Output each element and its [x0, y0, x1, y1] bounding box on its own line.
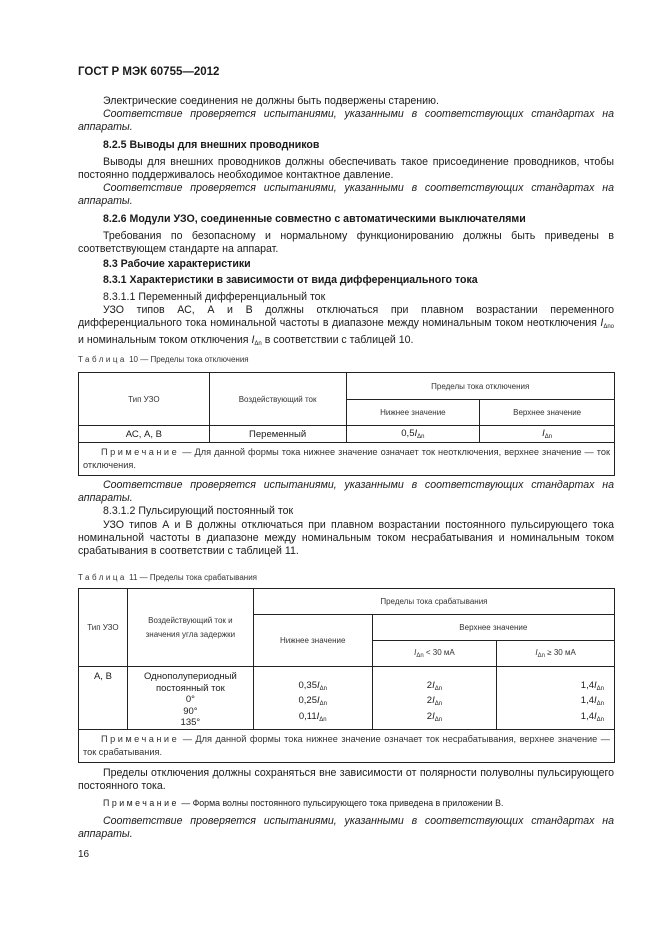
header-upper-lt30: $I_{\Delta n} < 30$ мА: [372, 641, 497, 667]
table-row: АС, А, В Переменный $0,5I_{\Delta n}$ $I_{\Delta n}$: [79, 426, 615, 443]
table-10-caption: Таблица 10 — Пределы тока отключения: [78, 355, 249, 364]
header-limits: Пределы тока отключения: [346, 373, 614, 400]
header-limits: Пределы тока срабатывания: [253, 589, 614, 615]
table-note: Примечание — Для данной формы тока нижнее значение означает ток несрабатывания, верхнее значение — ток срабатывания.: [79, 730, 615, 763]
header-type: Тип УЗО: [79, 589, 128, 667]
compliance-text: Соответствие проверяется испытаниями, указанными в соответствующих стандартах на аппараты.: [78, 814, 614, 840]
section-text: [78, 479, 614, 558]
heading-8-2-6: 8.2.6 Модули УЗО, соединенные совместно с автоматическими выключателями: [103, 212, 526, 225]
header-type: Тип УЗО: [79, 373, 210, 426]
header-upper: Верхнее значение: [480, 400, 615, 426]
paragraph: Электрические соединения не должны быть подвержены старению.: [103, 95, 439, 107]
header-lower: Нижнее значение: [346, 400, 480, 426]
compliance-text: Соответствие проверяется испытаниями, указанными в соответствующих стандартах на аппараты.: [78, 182, 614, 208]
heading-8-3: 8.3 Рабочие характеристики: [103, 258, 251, 271]
table-11-caption: Таблица 11 — Пределы тока срабатывания: [78, 573, 257, 582]
heading-8-3-1: 8.3.1 Характеристики в зависимости от вида дифференциального тока: [103, 274, 478, 287]
header-current: Воздействующий ток: [209, 373, 346, 426]
table-10: [78, 372, 615, 476]
paragraph: УЗО типов А и В должны отключаться при плавном возрастании постоянного пульсирующего тока номинальной частоты в диапазоне между номинальным током несрабатывания и номинальным током срабатывания в соответствии с таблицей 11.: [78, 518, 614, 558]
document-header: ГОСТ Р МЭК 60755—2012: [78, 66, 220, 78]
note: Примечание — Форма волны постоянного пульсирующего тока приведена в приложении В.: [103, 798, 504, 809]
heading-8-3-1-1: 8.3.1.1 Переменный дифференциальный ток: [103, 290, 326, 303]
table-11: [78, 588, 615, 763]
paragraph: УЗО типов АС, А и В должны отключаться при плавном возрастании переменного дифференциального тока номинальной частоты в диапазоне между номинальным током неотключения $I_{\Delta no}$ и номинальным током отключения $I_{\Delta n}$ в соответствии с таблицей 10.: [78, 303, 614, 348]
page-number: 16: [78, 849, 90, 860]
compliance-text: Соответствие проверяется испытаниями, указанными в соответствующих стандартах на аппараты.: [78, 108, 614, 134]
paragraph: Требования по безопасному и нормальному функционированию должны быть приведены в соответствующем стандарте на аппарат.: [78, 229, 614, 256]
header-upper: Верхнее значение: [372, 615, 614, 641]
compliance-text: Соответствие проверяется испытаниями, указанными в соответствующих стандартах на аппараты.: [78, 479, 614, 505]
header-current: Воздействующий ток и значения угла задержки: [127, 589, 253, 667]
heading-8-3-1-2: 8.3.1.2 Пульсирующий постоянный ток: [103, 505, 294, 518]
table-note: Примечание — Для данной формы тока нижнее значение означает ток неотключения, верхнее значение — ток отключения.: [79, 443, 615, 476]
table-row: А, В Однополупериодный постоянный ток 0° 90° 135° $0,35I_{\Delta n}$ $0,25I_{\Delta n}$ $0,11I_{\Delta n}$ $2I_{\Delta n}$ $2I_{\Delta n}$ $2I_{\Delta n}$ $1,4I_{\Delta n}$ $1,4I_{\Delta n}$ $1,4I_{\Delta n}$: [79, 667, 615, 730]
section-text: [78, 767, 614, 841]
heading-8-2-5: 8.2.5 Выводы для внешних проводников: [103, 138, 320, 151]
paragraph: Выводы для внешних проводников должны обеспечивать такое присоединение проводников, чтобы постоянно поддерживалось необходимое контактное давление.: [78, 155, 614, 182]
header-lower: Нижнее значение: [253, 615, 372, 667]
section-text: [78, 95, 614, 351]
header-upper-ge30: $I_{\Delta n} \ge 30$ мА: [497, 641, 615, 667]
paragraph: Пределы отключения должны сохраняться вне зависимости от полярности полуволны пульсирующего постоянного тока.: [78, 767, 614, 793]
